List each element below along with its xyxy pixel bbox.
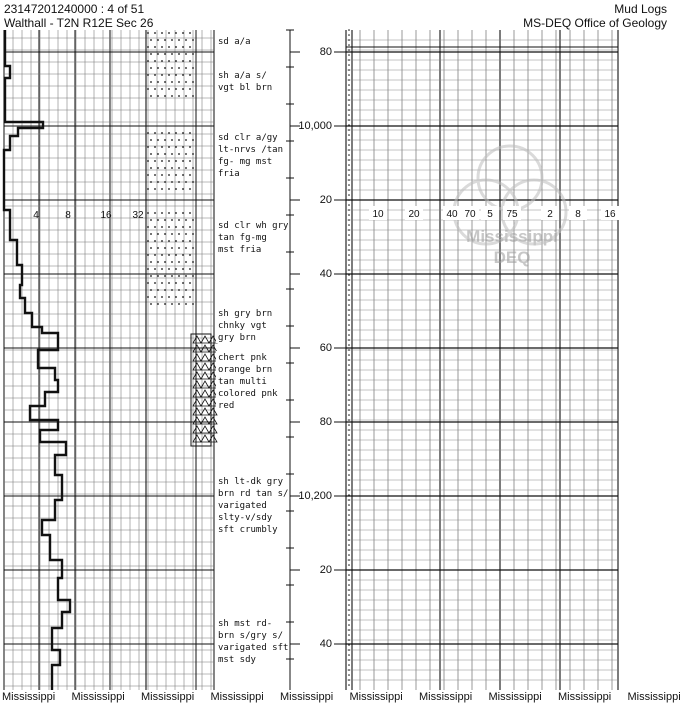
right-scale-label: 20 [408, 209, 420, 220]
depth-label: 20 [319, 194, 332, 206]
right-scale-label: 75 [506, 209, 518, 220]
depth-label: 10,200 [298, 490, 332, 502]
lithology-note-line: fg- mg mst [218, 157, 273, 167]
lithology-note-line: lt-nrvs /tan [218, 145, 284, 155]
lithology-note-line: sd clr a/gy [218, 133, 278, 143]
lithology-note-line: mst sdy [218, 655, 256, 665]
right-scale-label: 70 [464, 209, 476, 220]
gas-scale-label: 4 [33, 210, 39, 221]
document-title: Mud Logs [614, 2, 667, 16]
footer-watermark-text: Mississippi [280, 691, 334, 703]
footer-watermark-text: Mississippi [488, 691, 542, 703]
footer-watermark-text: Mississippi [627, 691, 681, 703]
lithology-note-line: tan fg-mg [218, 233, 267, 243]
lithology-note-line: varigated [218, 501, 267, 511]
well-id: 23147201240000 : 4 of 51 [4, 2, 145, 16]
lithology-note-line: fria [218, 169, 240, 179]
lithology-note-line: sh gry brn [218, 309, 273, 319]
organization: MS-DEQ Office of Geology [523, 16, 667, 30]
depth-label: 10,000 [298, 120, 332, 132]
lithology-note-line: brn s/gry s/ [218, 631, 284, 641]
mud-log-scan [0, 30, 671, 690]
lithology-note-line: chnky vgt [218, 321, 267, 331]
depth-label: 80 [319, 46, 332, 58]
footer-watermark-text: Mississippi [210, 691, 264, 703]
footer-watermark-text: Mississippi [349, 691, 403, 703]
lithology-note-line: brn rd tan s/ [218, 489, 289, 499]
depth-label: 40 [319, 638, 332, 650]
depth-label: 80 [319, 416, 332, 428]
lithology-note-line: chert pnk [218, 353, 267, 363]
lithology-note-line: tan multi [218, 377, 267, 387]
right-scale-label: 8 [575, 209, 581, 220]
watermark-line1: Mississippi [466, 227, 558, 246]
right-scale-label: 10 [372, 209, 384, 220]
footer-watermark-text: Mississippi [141, 691, 195, 703]
log-graphic [0, 30, 671, 690]
lithology-note-line: vgt bl brn [218, 83, 273, 93]
depth-label: 20 [319, 564, 332, 576]
right-scale-label: 40 [446, 209, 458, 220]
right-scale-label: 16 [604, 209, 616, 220]
lithology-note-line: gry brn [218, 333, 256, 343]
lithology-note-line: red [218, 401, 235, 411]
depth-label: 40 [319, 268, 332, 280]
depth-label: 60 [319, 342, 332, 354]
lithology-note-line: sd clr wh gry [218, 221, 289, 231]
well-location: Walthall - T2N R12E Sec 26 [4, 16, 154, 30]
lithology-note-line: varigated sft [218, 643, 289, 653]
lithology-note-line: sft crumbly [218, 525, 278, 535]
gas-scale-label: 8 [65, 210, 71, 221]
watermark-line2: DEQ [493, 248, 531, 267]
lithology-note-line: mst fria [218, 245, 262, 255]
footer-watermark-text: Mississippi [2, 691, 56, 703]
lithology-note-line: orange brn [218, 365, 273, 375]
lithology-note-line: sh a/a s/ [218, 71, 267, 81]
right-scale-label: 5 [487, 209, 493, 220]
lithology-note-line: sd a/a [218, 37, 251, 47]
footer-watermark-text: Mississippi [71, 691, 125, 703]
lithology-note-line: colored pnk [218, 389, 278, 399]
gas-scale-label: 16 [100, 210, 112, 221]
chert-pattern [191, 334, 217, 446]
lithology-note-line: sh mst rd- [218, 619, 273, 629]
right-scale-label: 2 [547, 209, 553, 220]
gas-scale-label: 32 [132, 210, 144, 221]
lithology-note-line: sh lt-dk gry [218, 477, 284, 487]
footer-watermark-text: Mississippi [419, 691, 473, 703]
footer-watermark-text: Mississippi [558, 691, 612, 703]
gas-curve [4, 30, 70, 690]
lithology-note-line: slty-v/sdy [218, 513, 273, 523]
